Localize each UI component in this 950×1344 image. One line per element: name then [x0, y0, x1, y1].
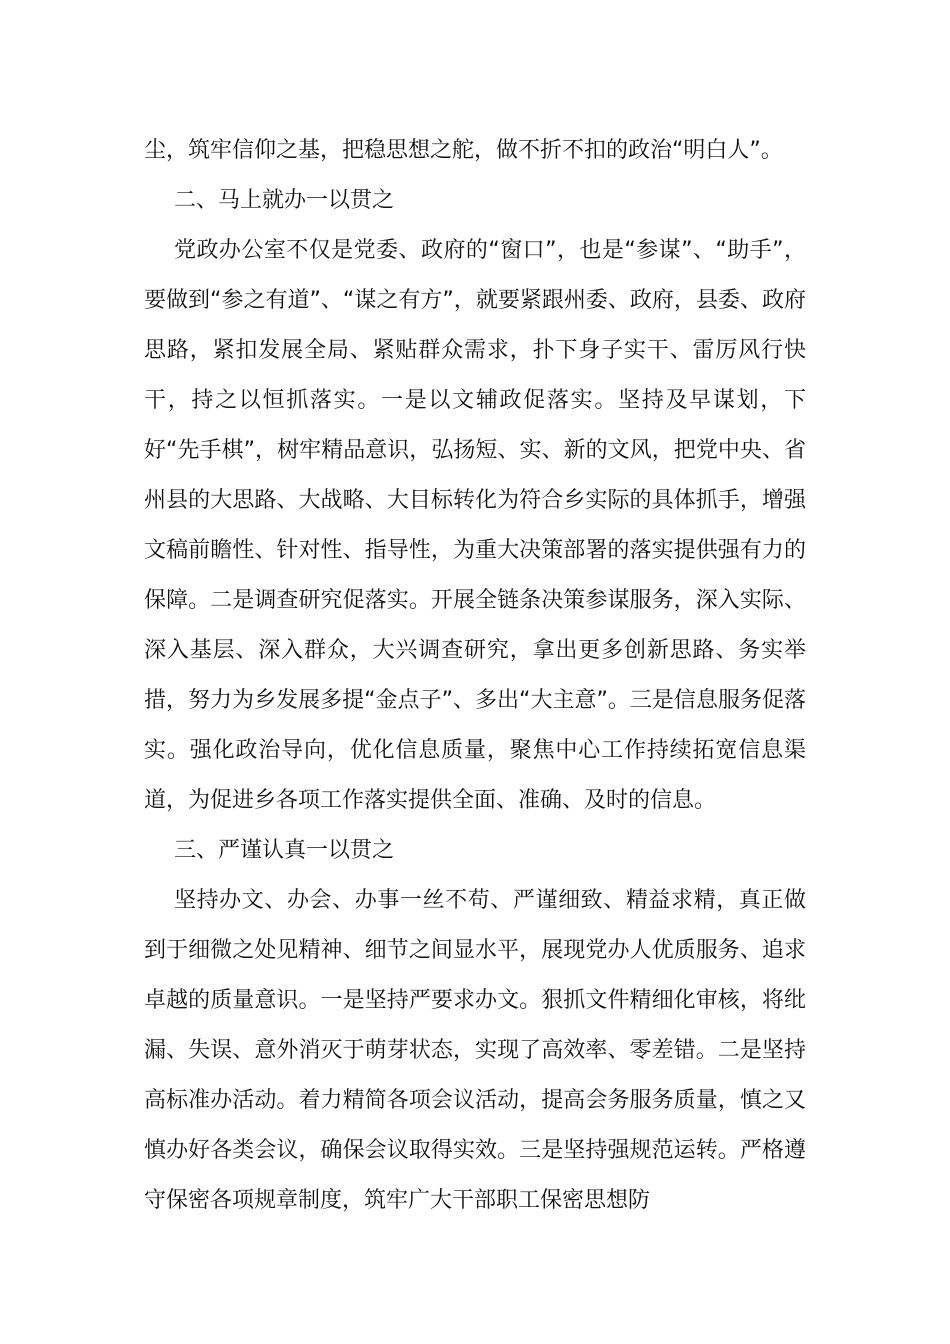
paragraph-continuation: 尘，筑牢信仰之基，把稳思想之舵，做不折不扣的政治“明白人”。	[144, 138, 783, 163]
document-body	[144, 126, 806, 1226]
paragraph-section-3: 坚持办文、办会、办事一丝不苟、严谨细致、精益求精，真正做到于细微之处见精神、细节之间显水平，展现党办人优质服务、追求卓越的质量意识。一是坚持严要求办文。狠抓文件精细化审核，将纰漏、失误、意外消灭于萌芽状态，实现了高效率、零差错。二是坚持高标准办活动。着力精简各项会议活动，提高会务服务质量，慎之又慎办好各类会议，确保会议取得实效。三是坚持强规范运转。严格遵守保密各项规章制度，筑牢广大干部职工保密思想防	[144, 888, 806, 1213]
section-heading-3: 三、严谨认真一以贯之	[174, 838, 395, 863]
section-heading-2: 二、马上就办一以贯之	[174, 188, 395, 213]
paragraph-section-2: 党政办公室不仅是党委、政府的“窗口”，也是“参谋”、“助手”，要做到“参之有道”、“谋之有方”，就要紧跟州委、政府，县委、政府思路，紧扣发展全局、紧贴群众需求，扑下身子实干、雷厉风行快干，持之以恒抓落实。一是以文辅政促落实。坚持及早谋划，下好“先手棋”，树牢精品意识，弘扬短、实、新的文风，把党中央、省州县的大思路、大战略、大目标转化为符合乡实际的具体抓手，增强文稿前瞻性、针对性、指导性，为重大决策部署的落实提供强有力的保障。二是调查研究促落实。开展全链条决策参谋服务，深入实际、深入基层、深入群众，大兴调查研究，拿出更多创新思路、务实举措，努力为乡发展多提“金点子”、多出“大主意”。三是信息服务促落实。强化政治导向，优化信息质量，聚焦中心工作持续拓宽信息渠道，为促进乡各项工作落实提供全面、准确、及时的信息。	[144, 238, 806, 813]
